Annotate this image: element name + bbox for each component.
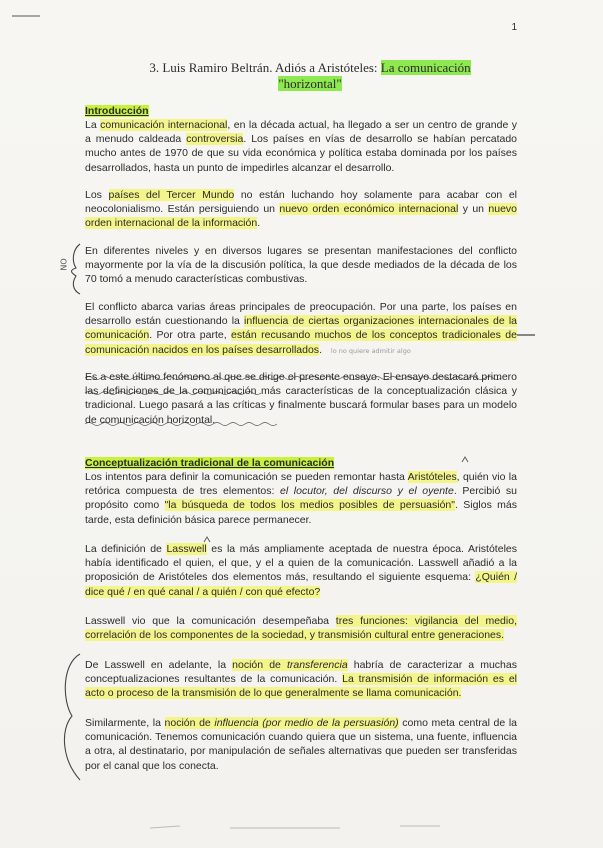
- title-highlight: La comunicación: [380, 60, 471, 75]
- concept-heading: Conceptualización tradicional de la comunicación: [85, 457, 335, 469]
- title-highlight-2: "horizontal": [278, 76, 342, 91]
- page-number: 1: [511, 22, 517, 33]
- paragraph-10: Similarmente, la noción de influencia (por medio de la persuasión) como meta central de la comunicación. Tenemos comunicación cuando quiera que un sistema, una fuente, influencia a otra, al destinatario, por manipulación de señales alternativas que pueden ser transferidas por el canal que los conecta.: [85, 717, 517, 772]
- margin-scribble: lo no quiere admitir algo: [330, 346, 411, 355]
- margin-note: NO: [59, 258, 69, 271]
- paragraph-2: Los países del Tercer Mundo no están luchando hoy solamente para acabar con el neocolonialismo. Están persiguiendo un nuevo orden económico internacional y un nuevo orden internacional de la información.: [85, 189, 517, 230]
- paragraph-7: La definición de Lasswell es la más ampliamente aceptada de nuestra época. Aristóteles había identificado el quien, el que, y el a quien de la comunicación. Lasswell añadió a la proposición de Aristóteles dos elementos más, resultando el siguiente esquema: ¿Quién / dice qué / en qué canal / a quién / con qué efecto?: [85, 543, 517, 598]
- paragraph-4: El conflicto abarca varias áreas principales de preocupación. Por una parte, los países en desarrollo están cuestionando la influencia de ciertas organizaciones internacionales de la comunicación. Por otra parte, están recusando muchos de los conceptos tradicionales de comunicación nacidos en los países desarrollados. lo no quiere admitir algo: [85, 301, 517, 356]
- title-prefix: 3. Luis Ramiro Beltrán. Adiós a Aristóteles:: [149, 60, 378, 75]
- paragraph-8: Lasswell vio que la comunicación desempeñaba tres funciones: vigilancia del medio, correlación de los componentes de la sociedad, y transmisión cultural entre generaciones.: [85, 615, 517, 642]
- paragraph-6: Los intentos para definir la comunicación se pueden remontar hasta Aristóteles, quién vio la retórica compuesta de tres elementos: el locutor, del discurso y el oyente. Percibió su propósito como "la búsqueda de todos los medios posibles de persuasión". Siglos más tarde, esta definición básica parece permanecer.: [85, 471, 517, 526]
- paragraph-9: De Lasswell en adelante, la noción de transferencia habría de caracterizar a muchas conceptualizaciones resultantes de la comunicación. La transmisión de información es el acto o proceso de la transmisión de lo que generalmente se llama comunicación.: [85, 659, 517, 700]
- paragraph-5: Es a este último fenómeno al que se dirige el presente ensayo. El ensayo destacará primero las definiciones de la comunicación más características de la conceptualización clásica y tradicional. Luego pasará a las críticas y finalmente buscará formular bases para un modelo de comunicación horizontal.: [85, 371, 517, 426]
- paragraph-1: La comunicación internacional, en la década actual, ha llegado a ser un centro de grande y a menudo caldeada controversia. Los países en vías de desarrollo se habían percatado mucho antes de 1970 de que su vida económica y política estaba dominada por los países desarrollados, hasta un punto de impedirles alcanzar el desarrollo.: [85, 119, 518, 174]
- paragraph-3: En diferentes niveles y en diversos lugares se presentan manifestaciones del conflicto mayormente por la vía de la discusión política, la que desde mediados de la década de los 70 tomó a menudo características combustivas.: [85, 245, 517, 286]
- intro-heading: Introducción: [85, 105, 149, 117]
- page-title: [80, 60, 540, 92]
